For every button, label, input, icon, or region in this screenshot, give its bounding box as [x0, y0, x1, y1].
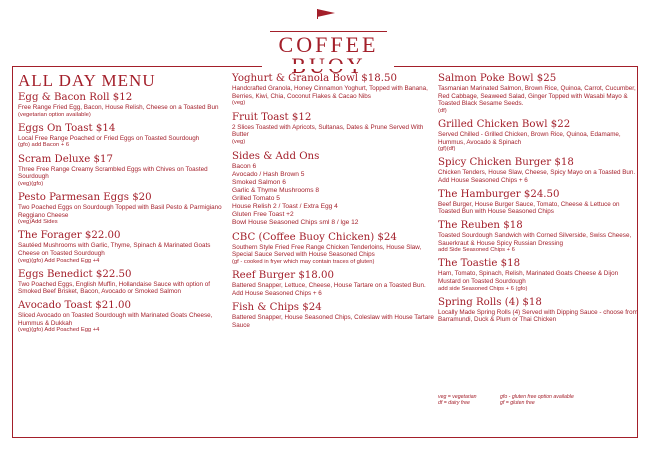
menu-item-description: Handcrafted Granola, Honey Cinnamon Yoghurt, Topped with Banana, Berries, Kiwi, Chia, Coconut Flakes & Cacao Nibs	[232, 85, 428, 100]
menu-item-note: (veg)(gfo) Add Poached Egg +4	[18, 327, 100, 334]
menu-item-description: Ham, Tomato, Spinach, Relish, Marinated Goats Cheese & Dijon Mustard on Toasted Sourdough	[438, 270, 619, 286]
legend-df: df = dairy free	[438, 400, 470, 407]
menu-item-note: (df)	[438, 107, 447, 114]
dietary-legend	[438, 394, 574, 407]
legend-gfo: gfo - gluten free option available	[500, 394, 574, 400]
menu-item	[232, 72, 434, 107]
side-item: Bowl House Seasoned Chips sml 8 / lge 12	[232, 218, 359, 226]
menu-column-1	[18, 72, 228, 337]
menu-item-description: Battered Snapper, House Seasoned Chips, Coleslaw with House Tartare Sauce	[232, 314, 434, 329]
menu-item	[18, 229, 228, 264]
menu-item-note: (gfo) add Bacon + 6	[18, 142, 70, 149]
side-item: Bacon 6	[232, 162, 257, 170]
menu-item-title: The Toastie $18	[438, 258, 521, 270]
menu-item-title: Salmon Poke Bowl $25	[438, 73, 557, 84]
frame-gap	[262, 64, 394, 69]
menu-item	[232, 111, 434, 146]
menu-item-description: Battered Snapper, Lettuce, Cheese, House Tartare on a Toasted Bun. Add House Seasoned Chips + 6	[232, 282, 426, 297]
menu-item-note: (veg)(gfo) Add Poached Egg +4	[18, 257, 100, 264]
menu-item-description: Served Chilled - Grilled Chicken, Brown Rice, Quinoa, Edamame, Hummus, Avocado & Spinach	[438, 130, 621, 146]
side-item: House Relish 2 / Toast / Extra Egg 4	[232, 202, 338, 210]
menu-item-note: (veg)	[232, 138, 246, 145]
legend-veg: veg = vegetarian	[438, 394, 477, 400]
menu-item	[438, 156, 638, 184]
menu-item-title: Scram Deluxe $17	[18, 153, 114, 165]
menu-item-note: (vegetarian option available)	[18, 111, 91, 118]
menu-item	[18, 153, 228, 188]
side-item: Avocado / Hash Brown 5	[232, 170, 305, 178]
menu-item-title: Egg & Bacon Roll $12	[18, 92, 133, 103]
menu-item-title: The Forager $22.00	[18, 230, 121, 242]
menu-item-note: (veg)	[232, 100, 246, 107]
menu-item	[438, 72, 638, 115]
menu-item-description: Local Free Range Poached or Fried Eggs on Toasted Sourdough	[18, 134, 200, 142]
menu-item-title: Fish & Chips $24	[232, 302, 322, 314]
flag-icon	[317, 9, 335, 17]
menu-item-description: Beef Burger, House Burger Sauce, Tomato, Cheese & Lettuce on Toasted Bun with House Seasoned Chips	[438, 200, 620, 216]
menu-item-title: Pesto Parmesan Eggs $20	[18, 191, 152, 203]
menu-item-description: Toasted Sourdough Sandwich with Corned Silverside, Swiss Cheese, Sauerkraut & House Spicy Russian Dressing	[438, 232, 632, 247]
menu-item	[232, 231, 434, 266]
menu-item-title: Grilled Chicken Bowl $22	[438, 118, 571, 130]
menu-item-description: Tasmanian Marinated Salmon, Brown Rice, Quinoa, Carrot, Cucumber, Red Cabbage, Seaweed Salad, Ginger Topped with Wasabi Mayo & Toasted Black Sesame Seeds.	[438, 85, 636, 108]
menu-item-title: CBC (Coffee Buoy Chicken) $24	[232, 231, 397, 243]
menu-item	[18, 299, 228, 334]
menu-item-note: (gf)(df)	[438, 146, 456, 153]
menu-item-title: Fruit Toast $12	[232, 111, 312, 123]
menu-item	[232, 301, 434, 329]
menu-item-description: Free Range Fried Egg, Bacon, House Relish, Cheese on a Toasted Bun	[18, 104, 219, 111]
menu-item-description: Locally Made Spring Rolls (4) Served with Dipping Sauce - choose from Barramundi, Duck & Plum or Thai Chicken	[438, 308, 638, 324]
menu-title: ALL DAY MENU	[18, 71, 156, 90]
menu-item-note: (gf - cooked in fryer which may contain traces of gluten)	[232, 258, 375, 265]
menu-item-title: Spicy Chicken Burger $18	[438, 157, 574, 169]
menu-item	[438, 296, 638, 324]
menu-item-description: Three Free Range Creamy Scrambled Eggs with Chives on Toasted Sourdough	[18, 165, 208, 181]
menu-item-title: The Reuben $18	[438, 220, 523, 232]
menu-item-description: Chicken Tenders, House Slaw, Cheese, Spicy Mayo on a Toasted Bun. Add House Seasoned Chips + 6	[438, 169, 636, 184]
menu-item	[18, 191, 228, 226]
side-item: Garlic & Thyme Mushrooms 8	[232, 186, 320, 194]
legend-gf: gf = gluten free	[500, 400, 535, 407]
menu-item-note: add Side Seasoned Chips + 6	[438, 247, 515, 254]
menu-item-description: Two Poached Eggs on Sourdough Topped with Basil Pesto & Parmigiano Reggiano Cheese	[18, 203, 222, 219]
brand-line1: COFFEE	[278, 32, 379, 57]
menu-item-description: Southern Style Fried Free Range Chicken Tenderloins, House Slaw, Special Sauce Served with House Seasoned Chips	[232, 243, 422, 259]
menu-item-title: Spring Rolls (4) $18	[438, 296, 542, 308]
menu-item-description: Sliced Avocado on Toasted Sourdough with Marinated Goats Cheese, Hummus & Dukkah	[18, 312, 213, 327]
menu-item-title: Avocado Toast $21.00	[18, 300, 131, 312]
menu-item	[232, 269, 434, 297]
menu-item	[18, 122, 228, 150]
menu-item	[18, 91, 228, 119]
menu-item-description: Two Poached Eggs, English Muffin, Hollandaise Sauce with option of Smoked Beef Brisket, Bacon, Avocado or Smoked Salmon	[18, 280, 211, 296]
menu-item	[438, 188, 638, 216]
side-item: Gluten Free Toast +2	[232, 210, 294, 218]
menu-item	[438, 257, 638, 292]
menu-item-note: add side Seasoned Chips + 6 (gfo)	[438, 285, 528, 292]
menu-item	[18, 268, 228, 296]
sides-title: Sides & Add Ons	[232, 150, 320, 162]
side-item: Grilled Tomato 5	[232, 194, 280, 202]
menu-item-note: (veg)Add Sides	[18, 219, 58, 226]
menu-item-title: Yoghurt & Granola Bowl $18.50	[232, 73, 397, 84]
menu-item-note: (veg)(gfo)	[18, 180, 44, 187]
menu-item-description: Sautéed Mushrooms with Garlic, Thyme, Spinach & Marinated Goats Cheese on Toasted Sourdough	[18, 242, 211, 257]
menu-item-description: 2 Slices Toasted with Apricots, Sultanas, Dates & Prune Served With Butter	[232, 123, 424, 139]
menu-item	[438, 219, 638, 254]
menu-item-title: Eggs Benedict $22.50	[18, 268, 132, 280]
menu-column-2	[232, 72, 434, 333]
menu-column-3	[438, 72, 638, 327]
menu-item-title: Eggs On Toast $14	[18, 122, 116, 134]
menu-item	[438, 118, 638, 153]
side-item: Smoked Salmon 6	[232, 178, 286, 186]
menu-item-title: The Hamburger $24.50	[438, 188, 560, 200]
menu-item-title: Reef Burger $18.00	[232, 270, 334, 282]
